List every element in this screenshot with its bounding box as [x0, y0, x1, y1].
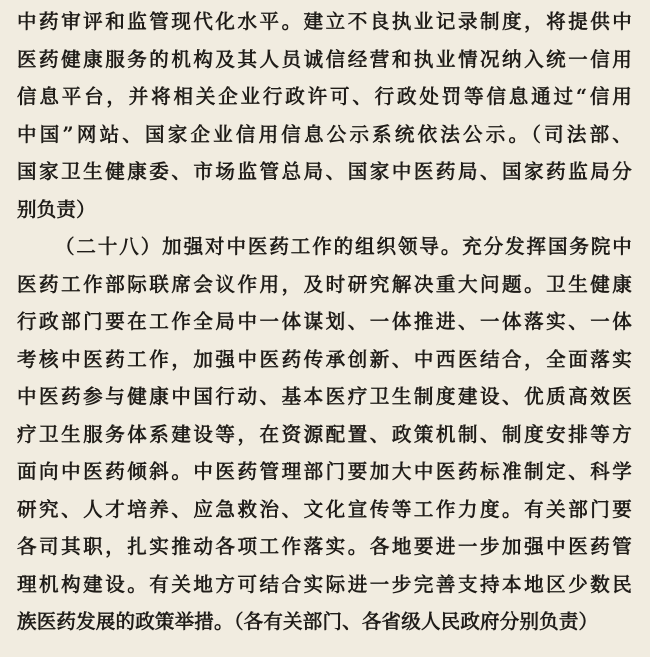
paragraph-2-line-7: 面向中医药倾斜。中医药管理部门要加大中医药标准制定、科学 — [17, 460, 632, 483]
paragraph-2-line-2: 医药工作部际联席会议作用，及时研究解决重大问题。卫生健康 — [17, 273, 632, 296]
paragraph-2-line-3: 行政部门要在工作全局中一体谋划、一体推进、一体落实、一体 — [17, 310, 632, 333]
paragraph-1-line-2: 医药健康服务的机构及其人员诚信经营和执业情况纳入统一信用 — [17, 48, 632, 71]
paragraph-2-line-6: 疗卫生服务体系建设等，在资源配置、政策机制、制度安排等方 — [17, 423, 632, 446]
paragraph-2-line-5: 中医药参与健康中国行动、基本医疗卫生制度建设、优质高效医 — [17, 385, 632, 408]
paragraph-1-line-6: 别负责） — [17, 198, 96, 221]
paragraph-1-line-1: 中药审评和监管现代化水平。建立不良执业记录制度，将提供中 — [17, 10, 632, 33]
paragraph-1-line-3: 信息平台，并将相关企业行政许可、行政处罚等信息通过“信用 — [17, 85, 632, 108]
paragraph-2-line-8: 研究、人才培养、应急救治、文化宣传等工作力度。有关部门要 — [17, 498, 632, 521]
paragraph-1-line-5: 国家卫生健康委、市场监管总局、国家中医药局、国家药监局分 — [17, 160, 632, 183]
paragraph-1-line-4: 中国”网站、国家企业信用信息公示系统依法公示。（司法部、 — [17, 123, 632, 146]
paragraph-2-line-1: （二十八）加强对中医药工作的组织领导。充分发挥国务院中 — [55, 235, 632, 258]
paragraph-2-line-4: 考核中医药工作，加强中医药传承创新、中西医结合，全面落实 — [17, 348, 632, 371]
paragraph-2-line-10: 理机构建设。有关地方可结合实际进一步完善支持本地区少数民 — [17, 573, 632, 596]
paragraph-2-line-11: 族医药发展的政策举措。（各有关部门、各省级人民政府分别负责） — [17, 610, 599, 633]
paragraph-2-line-9: 各司其职，扎实推动各项工作落实。各地要进一步加强中医药管 — [17, 535, 632, 558]
